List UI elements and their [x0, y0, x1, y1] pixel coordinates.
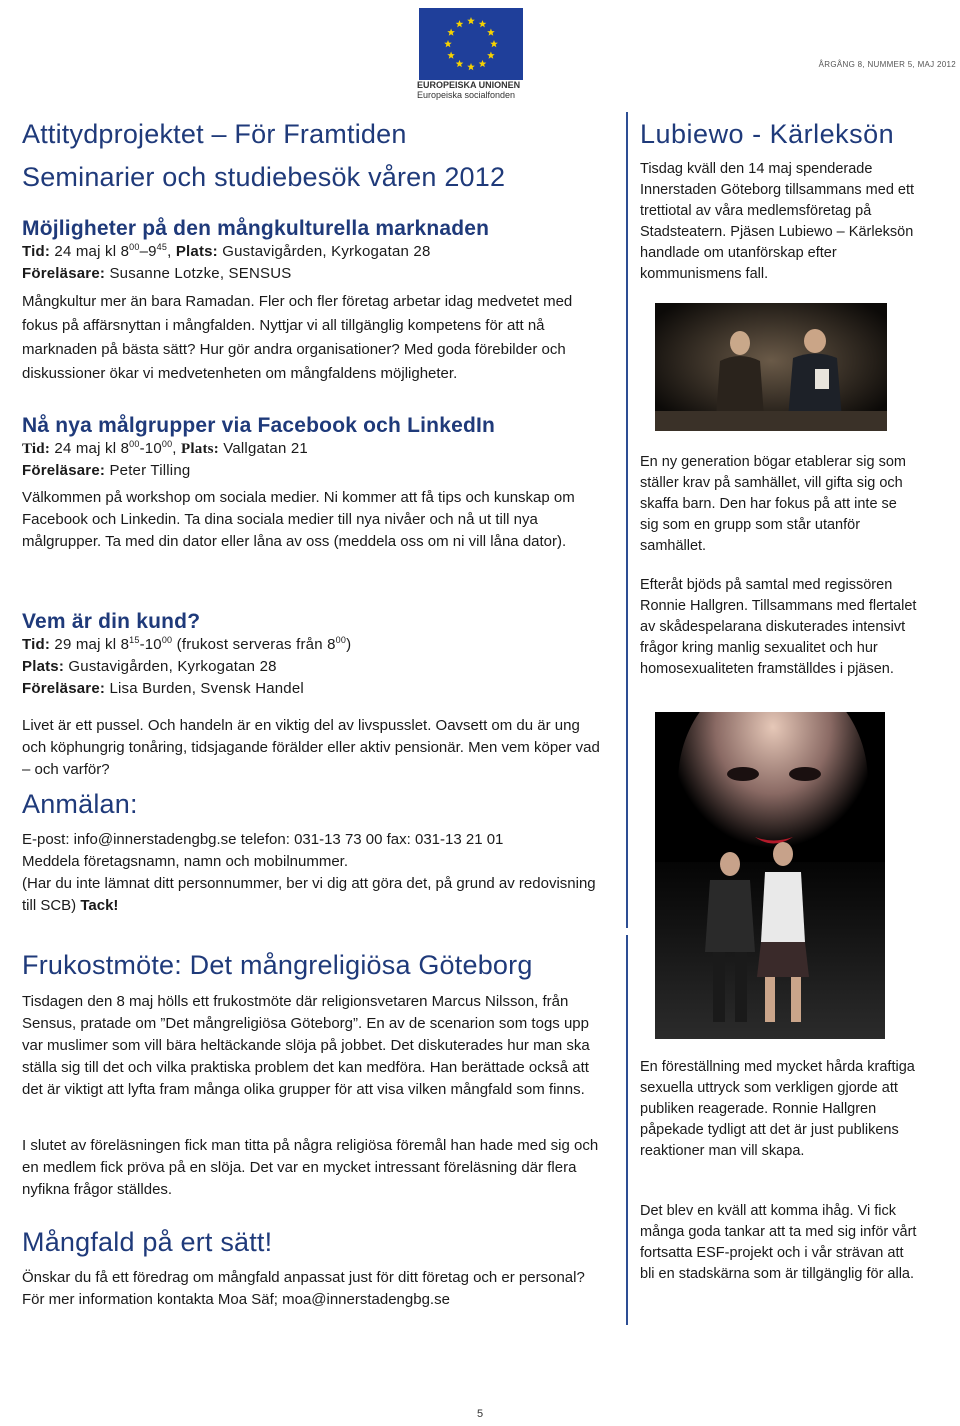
anmalan-heading: Anmälan:: [22, 789, 138, 819]
sidebar-paragraph-5: Det blev en kväll att komma ihåg. Vi fick många goda tankar att ta med sig inför vårt fortsatta ESF-projekt och i vår strävan att bli en stadskärna som är tillgänglig för alla.: [640, 1203, 917, 1282]
note-text: (Har du inte lämnat ditt personnummer, ber vi dig att göra det, på grund av redovisning till SCB): [22, 875, 596, 914]
section-meta-time: [22, 241, 430, 263]
mangfald-heading: Mångfald på ert sätt!: [22, 1227, 273, 1257]
mangfald-body: Önskar du få ett föredrag om mångfald anpassat just för ditt företag och er personal? För mer information kontakta Moa Säf; moa@innerstadengbg.se: [22, 1269, 585, 1308]
theatre-photo-stage: [655, 303, 887, 431]
sidebar-heading: Lubiewo - Kärleksön: [640, 119, 895, 149]
time-sup: 15: [129, 635, 140, 645]
place-label: Plats:: [181, 441, 219, 457]
time-label: Tid:: [22, 243, 51, 260]
theatre-poster-photo: [655, 712, 885, 1039]
time-sup: 00: [129, 242, 140, 252]
time-value: 24 maj kl 8: [50, 440, 130, 457]
section-heading-mangkultur: Möjligheter på den mångkulturella marknaden: [22, 217, 490, 240]
speaker-label: Föreläsare:: [22, 462, 106, 479]
section-heading-kund: Vem är din kund?: [22, 610, 201, 633]
time-value-end: -10: [139, 636, 162, 653]
time-note-close: ): [346, 636, 352, 653]
frukost-heading: Frukostmöte: Det mångreligiösa Göteborg: [22, 950, 533, 980]
time-sup: 00: [335, 635, 347, 645]
instruction-line: Meddela företagsnamn, namn och mobilnummer.: [22, 853, 349, 870]
eu-flag-logo: [419, 8, 523, 80]
sidebar-paragraph-2: En ny generation bögar etablerar sig som ställer krav på samhället, vill gifta sig och skaffa barn. Den har fokus på att inte se sig som en grupp som står utanför samhället.: [640, 454, 906, 554]
time-note: (frukost serveras från 8: [172, 636, 336, 653]
eu-logo-line2: Europeiska socialfonden: [417, 90, 516, 100]
anmalan-body: [22, 829, 607, 917]
time-sup: 00: [129, 439, 140, 449]
place-value: Vallgatan 21: [218, 440, 308, 457]
speaker-value: Peter Tilling: [105, 462, 191, 479]
page-number: 5: [476, 1408, 484, 1420]
section-meta-time: [22, 438, 308, 460]
column-divider-bottom: [626, 935, 628, 1325]
page-title: Attitydprojektet – För Framtiden: [22, 119, 407, 149]
section-body: Livet är ett pussel. Och handeln är en viktig del av livspusslet. Oavsett om du är ung och köphungrig tonåring, tidsjagande förälder eller aktiv pensionär. Men vem köper vad – och varför?: [22, 717, 600, 778]
frukost-paragraph-2: I slutet av föreläsningen fick man titta på några religiösa föremål han hade med sig och en medlem fick pröva på en slöja. Det var en mycket intressant föreläsning där flera nyfikna frågor ställdes.: [22, 1137, 599, 1198]
eu-stars-icon: [419, 8, 523, 80]
thanks-text: Tack!: [76, 897, 119, 914]
time-value: 29 maj kl 8: [50, 636, 130, 653]
section-meta-speaker: [22, 678, 304, 700]
section-meta-speaker: [22, 460, 190, 482]
sidebar-paragraph-4: En föreställning med mycket hårda kraftiga sexuella uttryck som verkligen gjorde att publiken reagerade. Ronnie Hallgren påpekade tydligt att det är just publikens reaktioner man vill skapa.: [640, 1059, 915, 1159]
column-divider-top: [626, 112, 628, 928]
page-subtitle: Seminarier och studiebesök våren 2012: [22, 162, 506, 192]
section-heading-facebook: Nå nya målgrupper via Facebook och LinkedIn: [22, 414, 496, 437]
section-body: Mångkultur mer än bara Ramadan. Fler och fler företag arbetar idag medvetet med fokus på affärsnyttan i mångfalden. Nyttjar vi all tillgänglig kompetens för att nå marknaden på bästa sätt? Hur gör andra organisationer? Med goda förebilder och diskussioner ökar vi medvetenheten om mångfaldens möjligheter.: [22, 293, 573, 382]
place-label: Plats:: [22, 658, 65, 675]
place-value: Gustavigården, Kyrkogatan 28: [217, 243, 431, 260]
speaker-label: Föreläsare:: [22, 265, 106, 282]
time-value-end: -10: [139, 440, 162, 457]
sidebar-paragraph-3: Efteråt bjöds på samtal med regissören Ronnie Hallgren. Tillsammans med flertalet av skådespelarana diskuterades intensivt frågor kring manlig sexualitet och hur homosexualiteten framställdes i pjäsen.: [640, 577, 917, 677]
time-label: Tid:: [22, 636, 51, 653]
speaker-label: Föreläsare:: [22, 680, 106, 697]
time-sup: 00: [161, 635, 173, 645]
place-label: Plats:: [175, 243, 218, 260]
eu-logo-line1: EUROPEISKA UNIONEN: [417, 80, 521, 90]
contact-line: E-post: info@innerstadengbg.se telefon: 031-13 73 00 fax: 031-13 21 01: [22, 831, 504, 848]
note-line: [22, 873, 607, 917]
time-sup: 00: [161, 439, 173, 449]
time-label: Tid:: [22, 441, 51, 457]
separator: ,: [167, 243, 176, 260]
poster-illustration: [655, 712, 885, 1039]
eu-logo-text: [417, 80, 527, 100]
separator: ,: [172, 440, 182, 457]
sidebar-paragraph-1: Tisdag kväll den 14 maj spenderade Innerstaden Göteborg tillsammans med ett trettiotal av våra medlemsföretag på Stadsteatern. Pjäsen Lubiewo – Kärleksön handlade om utanförskap efter kommunismens fall.: [640, 161, 915, 282]
section-meta-place: [22, 656, 277, 678]
speaker-value: Susanne Lotzke, SENSUS: [105, 265, 292, 282]
time-sup: 45: [156, 242, 168, 252]
section-meta-speaker: [22, 263, 291, 285]
place-value: Gustavigården, Kyrkogatan 28: [64, 658, 277, 675]
speaker-value: Lisa Burden, Svensk Handel: [105, 680, 304, 697]
issue-label: ÅRGÅNG 8, NUMMER 5, MAJ 2012: [818, 60, 956, 69]
time-value-end: –9: [139, 243, 157, 260]
time-value: 24 maj kl 8: [50, 243, 130, 260]
stage-scene-illustration: [655, 303, 887, 431]
section-body: Välkommen på workshop om sociala medier. Ni kommer att få tips och kunskap om Facebook och Linkedin. Ta dina sociala medier till nya nivåer och nå ut till nya målgrupper. Ta med din dator eller låna av oss (meddela oss om ni vill låna dator).: [22, 489, 575, 550]
section-meta-time: [22, 634, 351, 656]
frukost-paragraph-1: Tisdagen den 8 maj hölls ett frukostmöte där religionsvetaren Marcus Nilsson, från Sensus, pratade om ”Det mångreligiösa Göteborg”. En av de scenarion som togs upp var muslimer som vill bära heltäckande slöja på jobbet. Det diskuterades hur man ska ställa sig till det och vilka praktiska problem det kan medföra. Han berättade också att det är viktigt att lyfta fram många olika grupper för att visa vilken mångfald som finns.: [22, 993, 590, 1098]
